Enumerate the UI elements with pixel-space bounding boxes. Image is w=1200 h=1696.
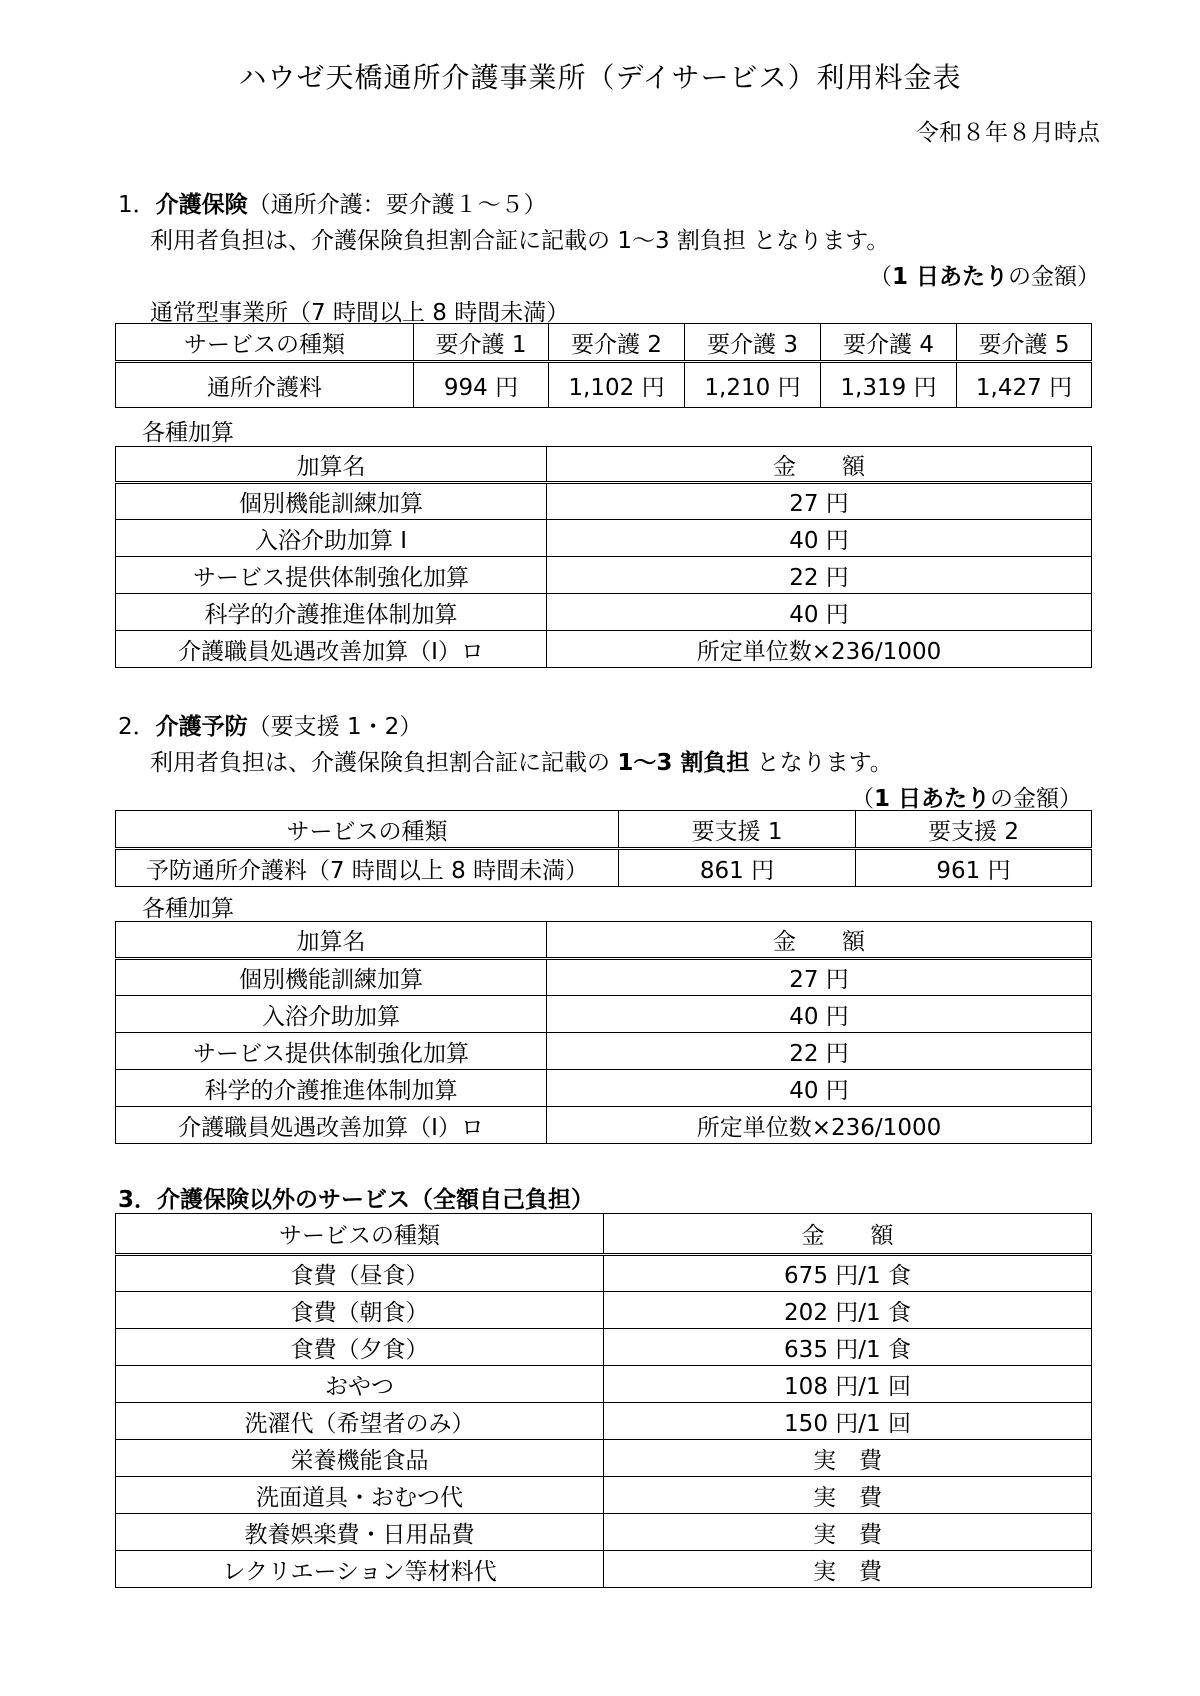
table-row (116, 1366, 1092, 1403)
table-header-row (116, 811, 1092, 849)
table-row (116, 1403, 1092, 1440)
header-cell: 要支援 2 (856, 811, 1092, 849)
table-cell: 科学的介護推進体制加算 (116, 594, 547, 631)
prevention-additions-table (115, 921, 1092, 1144)
table-cell: サービス提供体制強化加算 (116, 1033, 547, 1070)
table-row (116, 1255, 1092, 1292)
table-cell: 洗濯代（希望者のみ） (116, 1403, 604, 1440)
table-row (116, 594, 1092, 631)
section1-per-day: （1 日あたりの金額） (868, 264, 1100, 290)
section2-note-burden: 1～3 割負担 (617, 750, 750, 776)
table-cell: 40 円 (547, 594, 1092, 631)
table-cell: 実 費 (604, 1551, 1092, 1588)
section1-number: 1． (118, 192, 156, 218)
table-cell: 食費（昼食） (116, 1255, 604, 1292)
section2-note: 利用者負担は、介護保険負担割合証に記載の 1～3 割負担 となります。 (150, 750, 893, 776)
table-cell: 27 円 (547, 483, 1092, 520)
table-row (116, 1440, 1092, 1477)
table-cell: 635 円/1 食 (604, 1329, 1092, 1366)
table-row (116, 1514, 1092, 1551)
table-row (116, 849, 1092, 887)
header-cell: 要支援 1 (619, 811, 856, 849)
header-cell: サービスの種類 (116, 811, 619, 849)
table-cell: 所定単位数×236/1000 (547, 631, 1092, 668)
table-cell: 675 円/1 食 (604, 1255, 1092, 1292)
table-cell: 介護職員処遇改善加算（Ⅰ）ロ (116, 631, 547, 668)
table-cell: 994 円 (414, 362, 549, 408)
header-cell: 要介護 4 (821, 324, 957, 362)
section1-note: 利用者負担は、介護保険負担割合証に記載の 1～3 割負担 となります。 (150, 228, 890, 254)
section2-number: 2． (118, 714, 156, 740)
table-cell: 実 費 (604, 1514, 1092, 1551)
table-row (116, 631, 1092, 668)
table-row (116, 483, 1092, 520)
page-title: ハウゼ天橋通所介護事業所（デイサービス）利用料金表 (238, 61, 962, 94)
header-cell: 加算名 (116, 447, 547, 483)
table-cell: 教養娯楽費・日用品費 (116, 1514, 604, 1551)
table-row (116, 1292, 1092, 1329)
table-cell: 108 円/1 回 (604, 1366, 1092, 1403)
table-cell: レクリエーション等材料代 (116, 1551, 604, 1588)
table-cell: 実 費 (604, 1477, 1092, 1514)
header-cell: 要介護 1 (414, 324, 549, 362)
table-cell: 食費（夕食） (116, 1329, 604, 1366)
table-cell: 科学的介護推進体制加算 (116, 1070, 547, 1107)
header-cell: 加算名 (116, 922, 547, 959)
section2-title-suffix: （要支援 1・2） (247, 714, 423, 740)
table-cell: おやつ (116, 1366, 604, 1403)
table-cell: 40 円 (547, 996, 1092, 1033)
table-cell: 洗面道具・おむつ代 (116, 1477, 604, 1514)
table-cell: 861 円 (619, 849, 856, 887)
table-header-row (116, 447, 1092, 483)
section1-note-burden: 1～3 割負担 (617, 228, 746, 254)
header-cell: 金 額 (547, 447, 1092, 483)
table-cell: 入浴介助加算 (116, 996, 547, 1033)
as-of-date: 令和８年８月時点 (916, 120, 1100, 146)
table-cell: 150 円/1 回 (604, 1403, 1092, 1440)
section1-title: 介護保険 (155, 192, 248, 218)
header-cell: サービスの種類 (116, 1214, 604, 1255)
table-cell: 1,210 円 (685, 362, 821, 408)
table-cell: 1,427 円 (957, 362, 1092, 408)
table-cell: 予防通所介護料（7 時間以上 8 時間未満） (116, 849, 619, 887)
table-cell: 1,102 円 (549, 362, 685, 408)
table-cell: 個別機能訓練加算 (116, 959, 547, 996)
table-cell: 22 円 (547, 1033, 1092, 1070)
table-cell: 27 円 (547, 959, 1092, 996)
table-row (116, 1329, 1092, 1366)
table-row (116, 1033, 1092, 1070)
table-row (116, 520, 1092, 557)
section2-heading (118, 708, 422, 741)
table-row (116, 1551, 1092, 1588)
section1-title-suffix: （通所介護：要介護１～５） (247, 192, 547, 218)
table-row (116, 1107, 1092, 1144)
table-header-row (116, 324, 1092, 362)
table-cell: 40 円 (547, 1070, 1092, 1107)
table-cell: サービス提供体制強化加算 (116, 557, 547, 594)
header-cell: 要介護 5 (957, 324, 1092, 362)
table-row (116, 557, 1092, 594)
table-cell: 個別機能訓練加算 (116, 483, 547, 520)
other-services-table (115, 1213, 1092, 1588)
care-additions-table (115, 446, 1092, 668)
table-row (116, 1477, 1092, 1514)
section2-title: 介護予防 (155, 714, 248, 740)
table-cell: 実 費 (604, 1440, 1092, 1477)
table-cell: 介護職員処遇改善加算（Ⅰ）ロ (116, 1107, 547, 1144)
table-cell: 通所介護料 (116, 362, 414, 408)
section1-heading (118, 186, 547, 219)
header-cell: サービスの種類 (116, 324, 414, 362)
table-row (116, 959, 1092, 996)
section2-additions-label: 各種加算 (142, 896, 234, 922)
table-row (116, 362, 1092, 408)
care-fee-table (115, 323, 1092, 408)
header-cell: 金 額 (547, 922, 1092, 959)
header-cell: 要介護 3 (685, 324, 821, 362)
section3-heading: 3．介護保険以外のサービス（全額自己負担） (118, 1187, 595, 1213)
table-header-row (116, 922, 1092, 959)
table-row (116, 1070, 1092, 1107)
table-cell: 栄養機能食品 (116, 1440, 604, 1477)
table-header-row (116, 1214, 1092, 1255)
table-cell: 202 円/1 食 (604, 1292, 1092, 1329)
header-cell: 要介護 2 (549, 324, 685, 362)
table-cell: 22 円 (547, 557, 1092, 594)
prevention-fee-table (115, 810, 1092, 887)
header-cell: 金 額 (604, 1214, 1092, 1255)
section1-subtitle: 通常型事業所（7 時間以上 8 時間未満） (150, 300, 570, 326)
table-cell: 入浴介助加算 I (116, 520, 547, 557)
table-cell: 40 円 (547, 520, 1092, 557)
table-cell: 1,319 円 (821, 362, 957, 408)
section1-additions-label: 各種加算 (142, 420, 234, 446)
section2-per-day: （1 日あたりの金額） (850, 786, 1082, 812)
table-row (116, 996, 1092, 1033)
table-cell: 所定単位数×236/1000 (547, 1107, 1092, 1144)
table-cell: 961 円 (856, 849, 1092, 887)
table-cell: 食費（朝食） (116, 1292, 604, 1329)
